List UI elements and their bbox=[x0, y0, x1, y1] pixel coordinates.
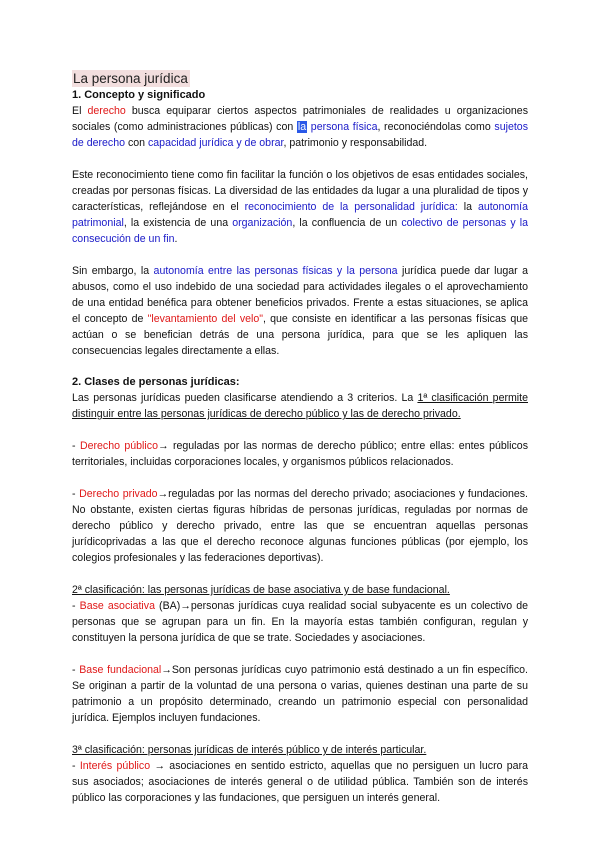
s2-intro bbox=[72, 390, 528, 422]
text: → reguladas por las normas de derecho público; entre ellas: entes públicos territoriales, incluidas corporaciones locales, y organismos públicos relacionados. bbox=[72, 440, 528, 468]
spacer bbox=[72, 566, 528, 582]
term-sujetos-de-derecho: sujetos de derecho bbox=[72, 121, 528, 149]
text: la bbox=[457, 201, 478, 213]
classification-2-heading: 2ª clasificación: las personas jurídicas de base asociativa y de base fundacional. bbox=[72, 584, 450, 596]
text: . bbox=[174, 233, 178, 245]
dash: - bbox=[72, 600, 80, 612]
text-selection-highlight: la bbox=[297, 121, 307, 133]
text: , reconociéndolas como bbox=[377, 121, 495, 133]
section-1-heading: 1. Concepto y significado bbox=[72, 89, 206, 101]
classification-1-heading: 1ª clasificación permite distinguir entre las personas jurídicas de derecho público y las de derecho privado. bbox=[72, 392, 528, 420]
s1-paragraph-1 bbox=[72, 103, 528, 151]
text: Este reconocimiento tiene como fin facilitar la función o los objetivos de esas entidades sociales, creadas por personas físicas. La diversidad de las entidades da lugar a una pluralidad de tipos y características, reflejándose en el bbox=[72, 169, 528, 213]
section-2-heading: 2. Clases de personas jurídicas: bbox=[72, 376, 240, 388]
term-capacidad: capacidad jurídica y de obrar bbox=[147, 137, 284, 149]
term-derecho-privado: Derecho privado bbox=[79, 488, 158, 500]
text: → asociaciones en sentido estricto, aquellas que no persiguen un lucro para sus asociados; asociaciones de interés general o de utilidad pública. También son de interés público las corporaciones y las fundaciones, que persiguen un interés general. bbox=[72, 760, 528, 804]
spacer bbox=[72, 151, 528, 167]
term-levantamiento-del-velo: "levantamiento del velo" bbox=[147, 313, 264, 325]
item-base-asociativa bbox=[72, 598, 528, 646]
term-derecho-publico: Derecho público bbox=[79, 440, 158, 452]
spacer bbox=[72, 646, 528, 662]
dash: - bbox=[72, 664, 80, 676]
s1-paragraph-2 bbox=[72, 167, 528, 247]
text: busca equiparar ciertos aspectos patrimoniales de realidades u organizaciones sociales (como administraciones públicas) con bbox=[72, 105, 528, 133]
dash: - bbox=[72, 488, 80, 500]
text: jurídica puede dar lugar a abusos, como el uso indebido de una sociedad para actividades ilegales o el aprovechamiento de una entidad benéfica para obtener beneficios privados. Frente a estas situaciones, se aplica el concepto de bbox=[72, 265, 528, 325]
document-title: La persona jurídica bbox=[73, 71, 188, 86]
term-reconocimiento: reconocimiento de la personalidad jurídica: bbox=[244, 201, 458, 213]
text: Sin embargo, la bbox=[72, 265, 154, 277]
text: El bbox=[72, 105, 88, 117]
text: , la existencia de una bbox=[123, 217, 233, 229]
item-derecho-privado bbox=[72, 486, 528, 566]
text: , que consiste en identificar a las personas físicas que actúan o se benefician detrás de una persona jurídica, para que se les apliquen las consecuencias legales directamente a ellas. bbox=[72, 313, 529, 357]
item-derecho-publico bbox=[72, 438, 528, 470]
text: , la confluencia de un bbox=[292, 217, 402, 229]
dash: - bbox=[72, 440, 80, 452]
term-autonomia-patrimonial: autonomía patrimonial bbox=[72, 201, 528, 229]
spacer bbox=[72, 359, 528, 375]
term-organizacion: organización bbox=[232, 217, 293, 229]
term-base-fundacional: Base fundacional bbox=[79, 664, 162, 676]
text: (BA)→personas jurídicas cuya realidad social subyacente es un colectivo de personas que se agrupan para un fin. En la mayoría estas también configuran, regulan y constituyen la persona jurídica de que se trate. Sociedades y asociaciones. bbox=[72, 600, 528, 644]
dash: - bbox=[72, 760, 80, 772]
item-interes-publico bbox=[72, 758, 528, 806]
text: , patrimonio y responsabilidad. bbox=[283, 137, 428, 149]
text: →reguladas por las normas del derecho privado; asociaciones y fundaciones. No obstante, existen ciertas figuras híbridas de personas jurídicas, reguladas por normas de derecho público y derecho privado, entre las que se encuentran aquellas personas jurídicoprivadas a las que el derecho reconoce algunas funciones públicas (por ejemplo, los colegios profesionales y las federaciones deportivas). bbox=[72, 488, 528, 564]
spacer bbox=[72, 422, 528, 438]
spacer bbox=[72, 470, 528, 486]
spacer bbox=[72, 726, 528, 742]
text: Las personas jurídicas pueden clasificarse atendiendo a 3 criterios. La bbox=[72, 392, 418, 404]
document-page bbox=[72, 70, 528, 806]
spacer bbox=[72, 247, 528, 263]
term-colectivo: colectivo de personas y la consecución de un fin bbox=[72, 217, 528, 245]
term-persona-fisica: persona física bbox=[307, 121, 378, 133]
text: →Son personas jurídicas cuyo patrimonio está destinado a un fin específico. Se originan a partir de la voluntad de una persona o varias, quienes destinan una parte de su patrimonio a un propósito determinado, creando un patrimonio especial con personalidad jurídica. Ejemplos incluyen fundaciones. bbox=[72, 664, 528, 724]
s1-paragraph-3 bbox=[72, 263, 528, 359]
term-base-asociativa: Base asociativa bbox=[79, 600, 155, 612]
term-derecho: derecho bbox=[87, 105, 126, 117]
term-autonomia-personas: autonomía entre las personas físicas y la persona bbox=[153, 265, 398, 277]
item-base-fundacional bbox=[72, 662, 528, 726]
classification-3-heading: 3ª clasificación: personas jurídicas de interés público y de interés particular. bbox=[72, 744, 427, 756]
term-interes-publico: Interés público bbox=[79, 760, 151, 772]
text: con bbox=[125, 137, 148, 149]
